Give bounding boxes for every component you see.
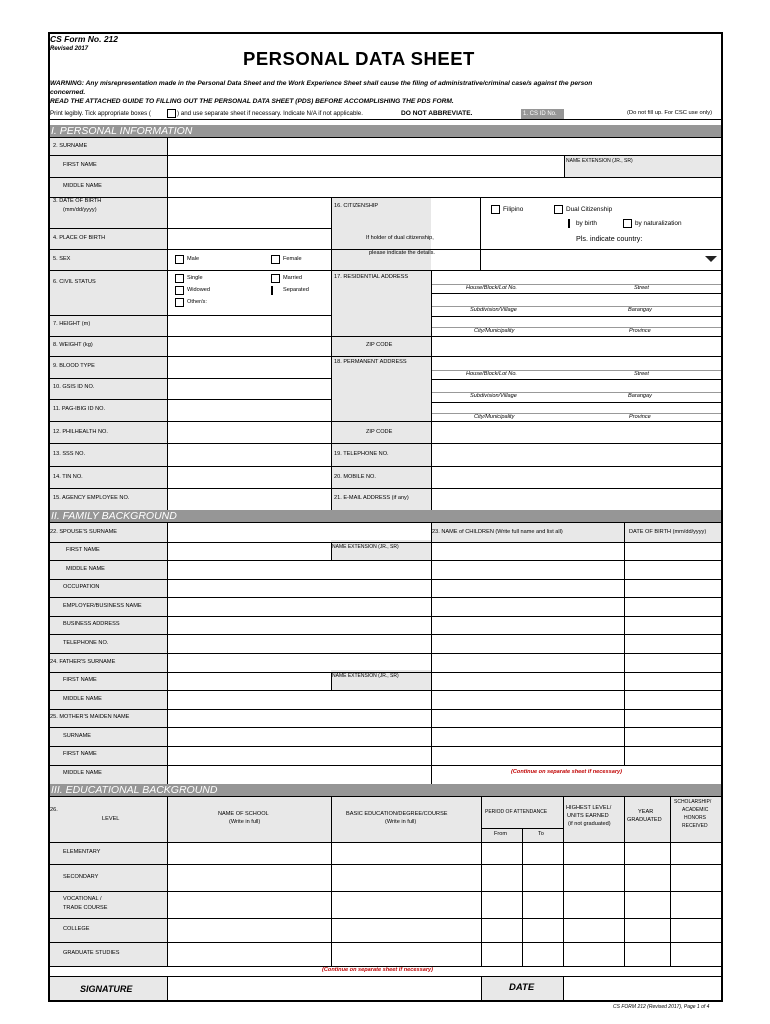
header-highest-level-1: HIGHEST LEVEL/ [566,805,612,811]
business-address-input[interactable] [168,617,431,634]
family-continue-note: (Continue on separate sheet if necessary) [511,769,622,775]
header-scholarship-2: ACADEMIC [682,807,709,813]
label-single: Single [187,275,203,281]
warning-text: WARNING: Any misrepresentation made in the Personal Data Sheet and the Work Experience Sheet shall cause the filing of administrative/criminal case/s against the person [50,80,593,87]
label-telephone: 19. TELEPHONE NO. [334,451,389,457]
header-course-note: (Write in full) [385,819,417,825]
header-year-2: GRADUATED [627,817,662,823]
middle-name-input[interactable] [168,178,723,197]
label-male: Male [187,256,200,262]
label-dob-format: (mm/dd/yyyy) [63,207,97,213]
label-children: 23. NAME of CHILDREN (Write full name and list all) [432,529,563,535]
no-abbreviate-text: DO NOT ABBREVIATE. [401,110,473,117]
label-name-extension: NAME EXTENSION (JR., SR) [566,158,633,164]
label-zip-code-permanent: ZIP CODE [366,429,393,435]
label-dual-citizenship: Dual Citizenship [566,206,613,213]
married-checkbox[interactable] [271,274,280,283]
weight-input[interactable] [168,337,331,356]
label-agency-employee-no: 15. AGENCY EMPLOYEE NO. [53,495,130,501]
label-email: 21. E-MAIL ADDRESS (if any) [334,495,409,501]
separated-checkbox[interactable] [271,286,273,295]
header-name-of-school: NAME OF SCHOOL [218,811,269,817]
label-vocational-1: VOCATIONAL / [63,896,102,902]
label-business-address: BUSINESS ADDRESS [63,621,120,627]
label-occupation: OCCUPATION [63,584,100,590]
spouse-first-name-input[interactable] [168,543,331,560]
gsis-input[interactable] [168,379,331,399]
label-house-block-lot-2: House/Block/Lot No. [466,371,517,377]
label-education-number: 26. [50,807,58,813]
label-bg-spouse-ext [331,540,431,560]
label-father-middle-name: MIDDLE NAME [63,696,102,702]
mobile-input[interactable] [432,467,723,488]
spouse-middle-name-input[interactable] [168,561,431,579]
by-birth-checkbox[interactable] [568,219,570,228]
label-college: COLLEGE [63,926,90,932]
label-children-dob: DATE OF BIRTH (mm/dd/yyyy) [629,529,707,535]
divider [48,119,723,120]
header-level: LEVEL [102,816,120,822]
print-instruction-a: Print legibly. Tick appropriate boxes ( [50,110,151,117]
header-from: From [494,831,508,837]
elementary-row-input[interactable] [168,843,723,864]
chevron-down-icon [705,256,717,262]
label-spouse-surname: 22. SPOUSE'S SURNAME [50,529,117,535]
sss-input[interactable] [168,444,331,466]
label-mother-first-name: FIRST NAME [63,751,97,757]
spouse-telephone-input[interactable] [168,635,431,653]
label-gsis: 10. GSIS ID NO. [53,384,95,390]
label-spouse-telephone: TELEPHONE NO. [63,640,109,646]
surname-input[interactable] [168,138,723,155]
label-by-naturalization: by naturalization [635,220,682,227]
label-mobile: 20. MOBILE NO. [334,474,376,480]
label-female: Female [283,256,302,262]
label-civil-status: 6. CIVIL STATUS [53,279,96,285]
print-instruction-b: ) and use separate sheet if necessary. Indicate N/A if not applicable. [177,110,363,117]
label-tin: 14. TIN NO. [53,474,83,480]
dual-citizenship-checkbox[interactable] [554,205,563,214]
label-elementary: ELEMENTARY [63,849,101,855]
telephone-input[interactable] [432,444,723,466]
dual-note-1: If holder of dual citizenship, [366,235,434,241]
label-sss: 13. SSS NO. [53,451,86,457]
label-father-first-name: FIRST NAME [63,677,97,683]
label-graduate-studies: GRADUATE STUDIES [63,950,120,956]
country-select[interactable] [480,249,723,270]
occupation-input[interactable] [168,580,431,597]
form-revision: Revised 2017 [50,46,89,52]
label-barangay-2: Barangay [628,393,652,399]
label-philhealth: 12. PHILHEALTH NO. [53,429,108,435]
label-barangay: Barangay [628,307,652,313]
label-subdivision-2: Subdivision/Village [470,393,517,399]
mother-surname-input[interactable] [168,728,431,746]
philhealth-input[interactable] [168,422,331,443]
label-bg-personal [48,197,167,510]
label-bg-citizenship [331,197,431,510]
label-citizenship: 16. CITIZENSHIP [334,203,379,209]
label-married: Married [283,275,302,281]
label-province-2: Province [629,414,651,420]
label-separated: Separated [283,287,309,293]
csc-use-note: (Do not fill up. For CSC use only) [627,110,713,116]
label-house-block-lot: House/Block/Lot No. [466,285,517,291]
permanent-zip-input[interactable] [432,422,723,443]
header-scholarship-1: SCHOLARSHIP/ [674,799,712,805]
label-spouse-middle-name: MIDDLE NAME [66,566,105,572]
mother-middle-name-input[interactable] [168,766,431,784]
pagibig-input[interactable] [168,400,331,421]
label-date-of-birth: 3. DATE OF BIRTH [53,198,102,204]
label-indicate-country: Pls. indicate country: [576,234,643,243]
place-of-birth-input[interactable] [168,229,331,249]
label-weight: 8. WEIGHT (kg) [53,342,93,348]
date-of-birth-input[interactable] [168,198,331,228]
label-subdivision: Subdivision/Village [470,307,517,313]
label-spouse-name-ext: NAME EXTENSION (JR., SR) [332,544,399,550]
label-city-2: City/Municipality [474,414,515,420]
widowed-checkbox[interactable] [175,286,184,295]
header-scholarship-4: RECEIVED [682,823,708,829]
cs-id-input[interactable] [564,109,624,119]
education-continue-note: (Continue on separate sheet if necessary) [322,967,433,973]
height-input[interactable] [168,316,331,336]
tick-sample-checkbox [167,109,176,118]
label-spouse-first-name: FIRST NAME [66,547,100,553]
female-checkbox[interactable] [271,255,280,264]
label-father-surname: 24. FATHER'S SURNAME [50,659,116,665]
header-period-of-attendance: PERIOD OF ATTENDANCE [485,809,548,815]
father-middle-name-input[interactable] [168,691,431,709]
secondary-row-input[interactable] [168,865,723,891]
employer-input[interactable] [168,598,431,616]
section-personal-information: I. PERSONAL INFORMATION [48,125,723,137]
blood-type-input[interactable] [168,357,331,378]
header-year-1: YEAR [638,809,654,815]
label-middle-name: MIDDLE NAME [63,183,102,189]
label-street: Street [634,285,649,291]
label-mother-maiden-name: 25. MOTHER'S MAIDEN NAME [50,714,130,720]
label-permanent-address: 18. PERMANENT ADDRESS [334,359,407,365]
label-father-name-ext: NAME EXTENSION (JR., SR) [332,673,399,679]
header-scholarship-3: HONORS [684,815,706,821]
label-street-2: Street [634,371,649,377]
label-by-birth: by birth [576,220,597,227]
label-place-of-birth: 4. PLACE OF BIRTH [53,235,106,241]
warning-text-cont: concerned. [50,89,86,96]
header-to: To [538,831,544,837]
label-first-name: FIRST NAME [63,162,97,168]
tin-input[interactable] [168,467,331,488]
signature-input[interactable] [168,977,481,1002]
graduate-row-input[interactable] [168,943,723,966]
label-surname: 2. SURNAME [53,143,88,149]
label-secondary: SECONDARY [63,874,99,880]
cs-id-label: 1. CS ID No. [523,111,557,117]
dual-note-2: please indicate the details. [369,250,435,256]
label-widowed: Widowed [187,287,211,293]
label-employer: EMPLOYER/BUSINESS NAME [63,603,142,609]
by-naturalization-checkbox[interactable] [623,219,632,228]
agency-employee-input[interactable] [168,489,331,510]
vocational-row-input[interactable] [168,892,723,918]
header-course: BASIC EDUCATION/DEGREE/COURSE [346,811,448,817]
label-province: Province [629,328,651,334]
label-vocational-2: TRADE COURSE [63,905,108,911]
spouse-surname-input[interactable] [168,523,431,542]
filipino-checkbox[interactable] [491,205,500,214]
father-surname-input[interactable] [168,654,431,672]
single-checkbox[interactable] [175,274,184,283]
father-first-name-input[interactable] [168,673,331,690]
first-name-input[interactable] [168,156,564,177]
guide-text: READ THE ATTACHED GUIDE TO FILLING OUT THE PERSONAL DATA SHEET (PDS) BEFORE ACCOMPLISHING THE PDS FORM. [50,98,454,105]
college-row-input[interactable] [168,919,723,942]
label-others: Other/s: [187,299,207,305]
label-pagibig: 11. PAG-IBIG ID NO. [53,406,106,412]
label-mother-middle-name: MIDDLE NAME [63,770,102,776]
label-filipino: Filipino [503,206,524,213]
label-height: 7. HEIGHT (m) [53,321,91,327]
header-school-note: (Write in full) [229,819,261,825]
label-sex: 5. SEX [53,256,71,262]
date-input[interactable] [564,977,723,1002]
header-highest-level-3: (if not graduated) [568,821,611,827]
male-checkbox[interactable] [175,255,184,264]
label-mother-surname: SURNAME [63,733,91,739]
others-checkbox[interactable] [175,298,184,307]
label-city: City/Municipality [474,328,515,334]
form-number: CS Form No. 212 [50,34,119,44]
page-footer: CS FORM 212 (Revised 2017), Page 1 of 4 [613,1004,710,1010]
residential-zip-input[interactable] [432,337,723,356]
label-signature: SIGNATURE [80,984,133,994]
section-educational-background: III. EDUCATIONAL BACKGROUND [48,784,723,796]
mother-first-name-input[interactable] [168,747,431,765]
label-residential-address: 17. RESIDENTIAL ADDRESS [334,274,409,280]
label-bg-education-levels [48,842,167,966]
label-date: DATE [509,982,535,993]
label-zip-code-residential: ZIP CODE [366,342,393,348]
email-input[interactable] [432,489,723,510]
header-highest-level-2: UNITS EARNED [567,813,609,819]
page-title: PERSONAL DATA SHEET [243,48,475,69]
label-blood-type: 9. BLOOD TYPE [53,363,95,369]
section-family-background: II. FAMILY BACKGROUND [48,510,723,522]
